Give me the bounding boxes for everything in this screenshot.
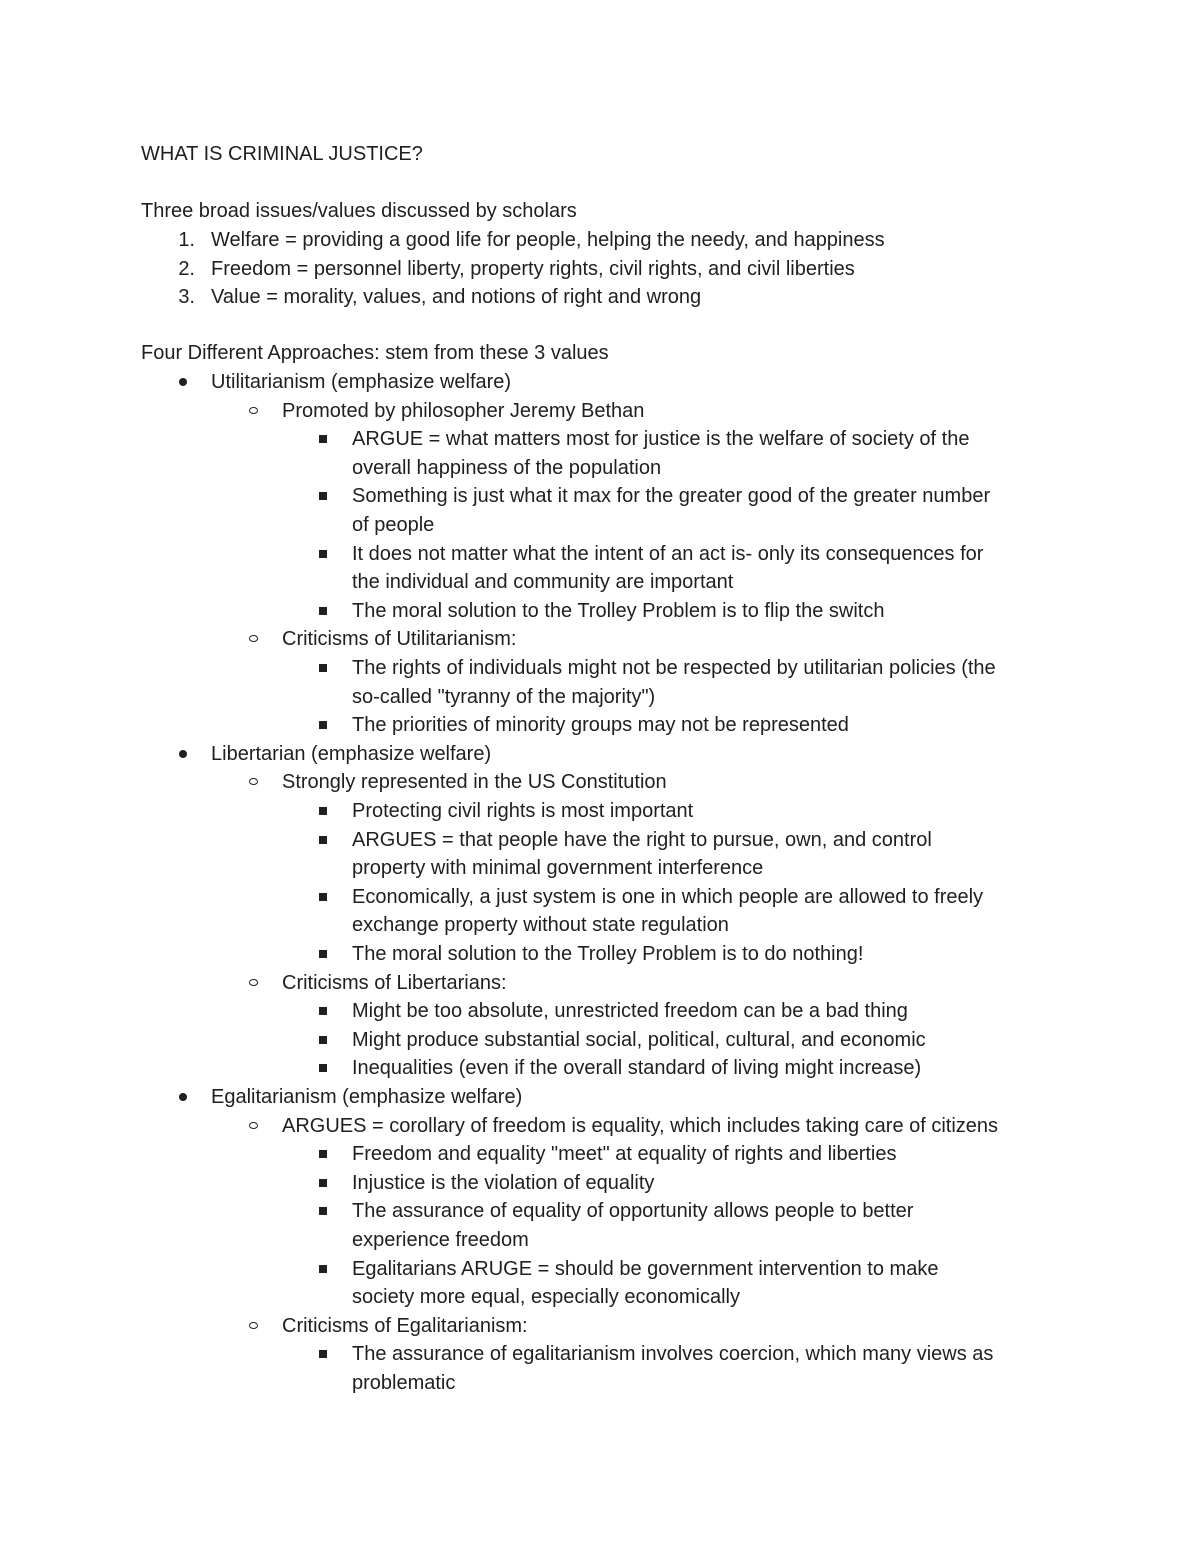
sub-item: Strongly represented in the US Constitution bbox=[282, 771, 667, 794]
bullet-dot-icon bbox=[179, 1093, 187, 1101]
point-line: The moral solution to the Trolley Problem is to flip the switch bbox=[352, 599, 885, 622]
point-line: ARGUES = that people have the right to pursue, own, and control bbox=[352, 828, 932, 851]
list-number: 1. bbox=[178, 229, 195, 251]
square-bullet-icon bbox=[319, 836, 327, 844]
point-line: The priorities of minority groups may not be represented bbox=[352, 714, 849, 737]
hollow-circle-bullet-icon bbox=[249, 979, 258, 986]
point-line: Might be too absolute, unrestricted freedom can be a bad thing bbox=[352, 1000, 908, 1023]
square-bullet-icon bbox=[319, 1207, 327, 1215]
point-line: society more equal, especially economically bbox=[352, 1286, 740, 1309]
approach-item: Egalitarianism (emphasize welfare) bbox=[211, 1086, 523, 1108]
hollow-circle-bullet-icon bbox=[249, 1322, 258, 1329]
square-bullet-icon bbox=[319, 607, 327, 615]
point-line: The assurance of equality of opportunity allows people to better bbox=[352, 1200, 914, 1223]
point-line: the individual and community are important bbox=[352, 571, 734, 594]
sub-item: Criticisms of Utilitarianism: bbox=[282, 628, 517, 651]
sub-item: Criticisms of Libertarians: bbox=[282, 971, 507, 994]
approaches-heading: Four Different Approaches: stem from these 3 values bbox=[141, 342, 609, 364]
sub-item: ARGUES = corollary of freedom is equality, which includes taking care of citizens bbox=[282, 1114, 999, 1137]
list-number: 2. bbox=[178, 257, 195, 280]
point-line: Protecting civil rights is most important bbox=[352, 800, 694, 822]
point-line: Economically, a just system is one in which people are allowed to freely bbox=[352, 885, 984, 908]
intro-text: Three broad issues/values discussed by scholars bbox=[141, 200, 577, 222]
point-line: Egalitarians ARUGE = should be government intervention to make bbox=[352, 1257, 939, 1280]
approach-item: Libertarian (emphasize welfare) bbox=[211, 742, 492, 765]
square-bullet-icon bbox=[319, 492, 327, 500]
bullet-dot-icon bbox=[179, 750, 187, 758]
point-line: exchange property without state regulation bbox=[352, 914, 729, 937]
point-line: Freedom and equality "meet" at equality of rights and liberties bbox=[352, 1143, 897, 1166]
bullet-dot-icon bbox=[179, 378, 187, 386]
sub-item: Promoted by philosopher Jeremy Bethan bbox=[282, 399, 645, 422]
square-bullet-icon bbox=[319, 1064, 327, 1072]
square-bullet-icon bbox=[319, 1350, 327, 1358]
square-bullet-icon bbox=[319, 550, 327, 558]
hollow-circle-bullet-icon bbox=[249, 407, 258, 414]
point-line: It does not matter what the intent of an act is- only its consequences for bbox=[352, 542, 984, 565]
square-bullet-icon bbox=[319, 807, 327, 815]
square-bullet-icon bbox=[319, 1150, 327, 1158]
point-line: experience freedom bbox=[352, 1229, 529, 1251]
square-bullet-icon bbox=[319, 1007, 327, 1015]
point-line: The rights of individuals might not be respected by utilitarian policies (the bbox=[352, 657, 996, 679]
approach-item: Utilitarianism (emphasize welfare) bbox=[211, 371, 512, 393]
square-bullet-icon bbox=[319, 435, 327, 443]
hollow-circle-bullet-icon bbox=[249, 1122, 258, 1129]
point-line: property with minimal government interference bbox=[352, 857, 764, 880]
value-item: Freedom = personnel liberty, property rights, civil rights, and civil liberties bbox=[211, 257, 855, 280]
point-line: The moral solution to the Trolley Problem is to do nothing! bbox=[352, 943, 864, 965]
page-title: WHAT IS CRIMINAL JUSTICE? bbox=[141, 143, 423, 165]
point-line: Might produce substantial social, political, cultural, and economic bbox=[352, 1028, 926, 1051]
square-bullet-icon bbox=[319, 893, 327, 901]
hollow-circle-bullet-icon bbox=[249, 778, 258, 785]
point-line: Something is just what it max for the greater good of the greater number bbox=[352, 485, 991, 508]
square-bullet-icon bbox=[319, 1036, 327, 1044]
sub-item: Criticisms of Egalitarianism: bbox=[282, 1314, 528, 1337]
value-item: Welfare = providing a good life for people, helping the needy, and happiness bbox=[211, 229, 885, 251]
square-bullet-icon bbox=[319, 1179, 327, 1187]
square-bullet-icon bbox=[319, 950, 327, 958]
point-line: ARGUE = what matters most for justice is the welfare of society of the bbox=[352, 428, 970, 451]
point-line: so-called "tyranny of the majority") bbox=[352, 685, 656, 708]
point-line: Injustice is the violation of equality bbox=[352, 1171, 655, 1194]
square-bullet-icon bbox=[319, 664, 327, 672]
point-line: overall happiness of the population bbox=[352, 456, 662, 479]
square-bullet-icon bbox=[319, 1265, 327, 1273]
point-line: The assurance of egalitarianism involves coercion, which many views as bbox=[352, 1343, 994, 1366]
list-number: 3. bbox=[178, 286, 195, 309]
square-bullet-icon bbox=[319, 721, 327, 729]
point-line: Inequalities (even if the overall standard of living might increase) bbox=[352, 1057, 922, 1080]
point-line: of people bbox=[352, 514, 435, 536]
hollow-circle-bullet-icon bbox=[249, 635, 258, 642]
value-item: Value = morality, values, and notions of right and wrong bbox=[211, 286, 702, 309]
point-line: problematic bbox=[352, 1372, 456, 1394]
